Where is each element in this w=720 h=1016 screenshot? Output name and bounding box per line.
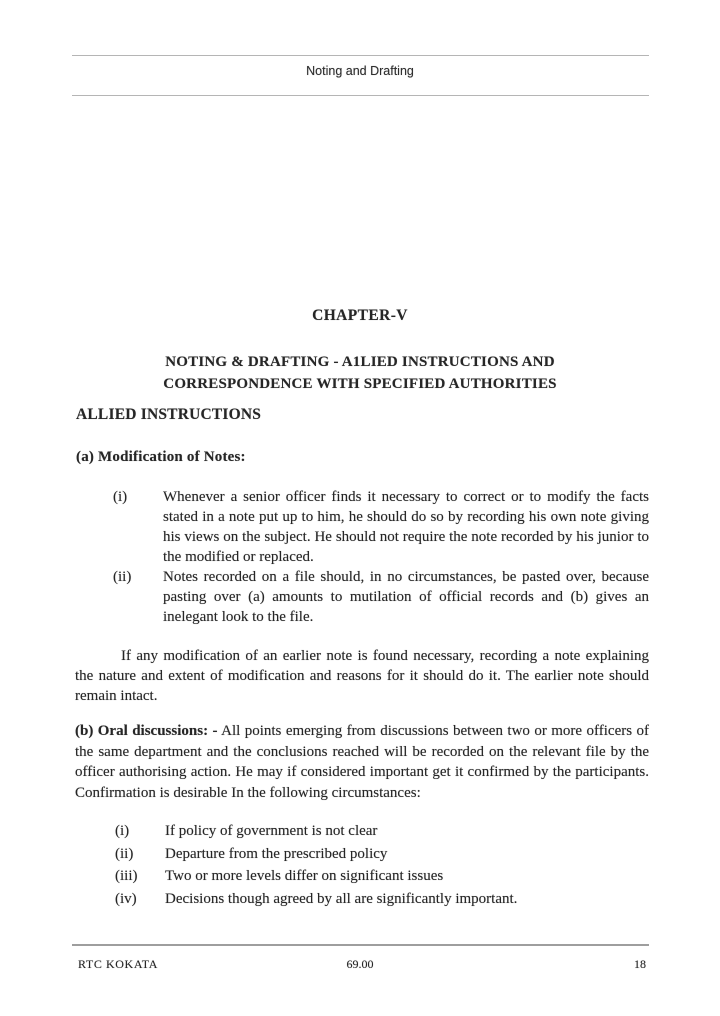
footer-rule	[72, 944, 649, 946]
list-item-text: Notes recorded on a file should, in no circumstances, be pasted over, because pasting over (a) amounts to mutilation of official records and (b) gives an inelegant look to the file.	[163, 569, 649, 625]
document-title-line1: NOTING & DRAFTING - A1LIED INSTRUCTIONS AND	[165, 354, 555, 370]
list-item	[75, 567, 649, 627]
header-rule-bottom	[72, 95, 649, 96]
footer-page-number: 18	[634, 957, 646, 971]
list-item	[75, 820, 649, 843]
subsection-a-heading: (a) Modification of Notes:	[76, 449, 246, 465]
list-item-marker: (ii)	[115, 845, 134, 862]
header-rule-top	[72, 55, 649, 56]
footer-org-label: RTC KOKATA	[78, 957, 158, 971]
list-item-marker: (i)	[115, 823, 130, 839]
subsection-b-paragraph	[75, 721, 649, 803]
list-item	[75, 843, 649, 866]
subsection-a-paragraph: If any modification of an earlier note is found necessary, recording a note explaining the nature and extent of modification and reasons for it should do it. The earlier note should remain intact.	[75, 648, 649, 704]
list-item-marker: (iv)	[115, 890, 137, 907]
subsection-b-list	[75, 820, 649, 910]
list-item	[75, 865, 649, 888]
list-item-marker: (i)	[113, 489, 128, 505]
list-item-text: Whenever a senior officer finds it necessary to correct or to modify the facts stated in a note put up to him, he should do so by recording his own note giving his views on the subject. He should not require the note recorded by his junior to the modified or replaced.	[163, 489, 649, 565]
section-heading-allied-instructions: ALLIED INSTRUCTIONS	[76, 406, 262, 423]
list-item-text: Two or more levels differ on significant issues	[165, 868, 444, 884]
list-item-text: Departure from the prescribed policy	[165, 845, 388, 862]
list-item	[75, 487, 649, 567]
footer-center-number: 69.00	[346, 957, 374, 971]
running-header-title: Noting and Drafting	[306, 64, 414, 78]
list-item	[75, 888, 649, 911]
document-title-line2: CORRESPONDENCE WITH SPECIFIED AUTHORITIES	[163, 376, 557, 392]
list-item-marker: (iii)	[115, 868, 138, 884]
document-title	[75, 351, 645, 395]
chapter-heading: CHAPTER-V	[312, 307, 408, 324]
list-item-text: If policy of government is not clear	[165, 823, 378, 839]
subsection-b-heading: (b) Oral discussions: -	[75, 723, 218, 739]
subsection-b-body: All points emerging from discussions between two or more officers of the same department and the conclusions reached will be recorded on the relevant file by the officer authorising action. He may if considered important get it confirmed by the participants. Confirmation is desirable In the following circumstances:	[75, 723, 649, 801]
list-item-text: Decisions though agreed by all are significantly important.	[165, 890, 518, 907]
list-item-marker: (ii)	[113, 569, 132, 585]
subsection-a-list	[75, 487, 649, 627]
